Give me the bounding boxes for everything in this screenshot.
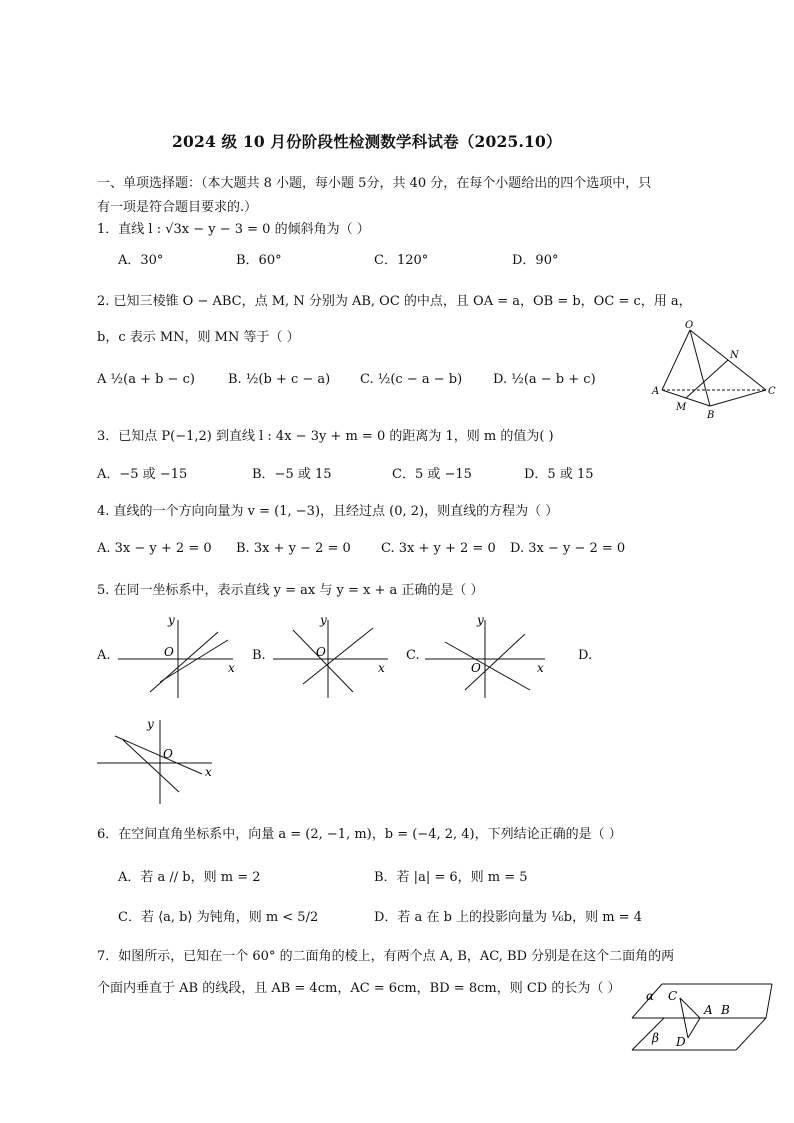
q4-option-a: A. 3x − y + 2 = 0 xyxy=(97,541,212,556)
q4-option-d: D. 3x − y − 2 = 0 xyxy=(510,541,626,556)
dihedral-label-alpha: α xyxy=(646,989,655,1003)
dihedral-label-a: A xyxy=(704,1003,713,1017)
q5-label-d: D. xyxy=(578,648,593,663)
graph-b-y-label: y xyxy=(320,613,327,627)
pyramid-label-c: C xyxy=(768,386,776,397)
q2-option-b: B. ½(b + c − a) xyxy=(228,372,331,387)
dihedral-label-c: C xyxy=(668,989,678,1003)
q5-graph-d xyxy=(97,712,222,807)
graph-a-origin-label: O xyxy=(164,645,174,659)
q6-option-a: A．若 a // b，则 m = 2 xyxy=(118,870,261,885)
graph-c-x-label: x xyxy=(537,661,544,675)
q2-option-c: C. ½(c − a − b) xyxy=(360,372,463,387)
q6-option-c: C．若 ⟨a, b⟩ 为钝角，则 m < 5/2 xyxy=(118,910,319,925)
q3-option-c: C．5 或 −15 xyxy=(392,467,472,482)
q7-stem-line1: 7．如图所示，已知在一个 60° 的二面角的棱上，有两个点 A, B，AC, BD 分别是在这个二面角的两 xyxy=(97,949,675,964)
section-heading-line1: 一、单项选择题：（本大题共 8 小题，每小题 5分，共 40 分，在每个小题给出的四个选项中，只 xyxy=(97,176,652,191)
dihedral-label-b: B xyxy=(721,1003,730,1017)
q6-option-b: B．若 |a| = 6，则 m = 5 xyxy=(374,870,528,885)
q2-stem-line1: 2. 已知三棱锥 O − ABC，点 M, N 分别为 AB, OC 的中点，且 OA = a，OB = b，OC = c，用 a， xyxy=(97,294,692,309)
q1-stem: 1．直线 l : √3x − y − 3 = 0 的倾斜角为（ ） xyxy=(97,222,370,237)
q1-option-c: C．120° xyxy=(374,253,429,268)
q6-option-d: D．若 a 在 b 上的投影向量为 ⅙b，则 m = 4 xyxy=(374,910,642,925)
graph-d-y-label: y xyxy=(147,717,154,731)
dihedral-label-d: D xyxy=(676,1035,686,1049)
pyramid-label-a: A xyxy=(652,386,660,397)
section-heading-line2: 有一项是符合题目要求的.） xyxy=(97,200,258,215)
pyramid-label-m: M xyxy=(676,402,687,413)
exam-title: 2024 级 10 月份阶段性检测数学科试卷（2025.10） xyxy=(172,132,562,151)
q5-label-b: B. xyxy=(252,648,266,663)
q1-option-d: D．90° xyxy=(512,253,559,268)
dihedral-angle-figure xyxy=(628,980,773,1055)
q4-option-c: C. 3x + y + 2 = 0 xyxy=(381,541,496,556)
pyramid-label-b: B xyxy=(707,410,715,421)
q5-stem: 5. 在同一坐标系中，表示直线 y = ax 与 y = x + a 正确的是（ ） xyxy=(97,583,484,598)
dihedral-label-beta: β xyxy=(652,1031,659,1045)
q5-graph-a xyxy=(118,612,243,702)
q1-option-a: A．30° xyxy=(118,253,164,268)
q3-stem: 3．已知点 P(−1,2) 到直线 l : 4x − 3y + m = 0 的距离为 1，则 m 的值为( ) xyxy=(97,429,554,444)
pyramid-label-o: O xyxy=(685,320,694,331)
q3-option-d: D．5 或 15 xyxy=(524,467,594,482)
graph-a-x-label: x xyxy=(228,661,235,675)
q5-graph-c xyxy=(425,612,550,702)
q3-option-a: A．−5 或 −15 xyxy=(97,467,188,482)
q2-option-a: A ½(a + b − c) xyxy=(97,372,195,387)
graph-a-y-label: y xyxy=(168,613,175,627)
graph-b-x-label: x xyxy=(378,661,385,675)
graph-b-origin-label: O xyxy=(316,645,326,659)
q5-label-a: A. xyxy=(97,648,111,663)
graph-d-x-label: x xyxy=(205,765,212,779)
graph-d-origin-label: O xyxy=(163,747,173,761)
q5-graph-b xyxy=(273,612,398,702)
q3-option-b: B．−5 或 15 xyxy=(252,467,332,482)
q1-option-b: B．60° xyxy=(236,253,282,268)
graph-c-origin-label: O xyxy=(471,661,481,675)
pyramid-label-n: N xyxy=(730,350,739,361)
q5-label-c: C. xyxy=(406,648,420,663)
q2-stem-line2: b，c 表示 MN，则 MN 等于（ ） xyxy=(97,330,300,345)
q4-stem: 4. 直线的一个方向向量为 v = (1, −3)，且经过点 (0, 2)，则直线的方程为（ ） xyxy=(97,504,559,519)
q7-stem-line2: 个面内垂直于 AB 的线段，且 AB = 4cm，AC = 6cm，BD = 8cm，则 CD 的长为（ ） xyxy=(97,981,621,996)
q2-option-d: D. ½(a − b + c) xyxy=(493,372,596,387)
q4-option-b: B. 3x + y − 2 = 0 xyxy=(236,541,351,556)
graph-c-y-label: y xyxy=(477,613,484,627)
q6-stem: 6．在空间直角坐标系中，向量 a = (2, −1, m)，b = (−4, 2, 4)，下列结论正确的是（ ） xyxy=(97,827,622,842)
pyramid-figure xyxy=(648,318,778,421)
